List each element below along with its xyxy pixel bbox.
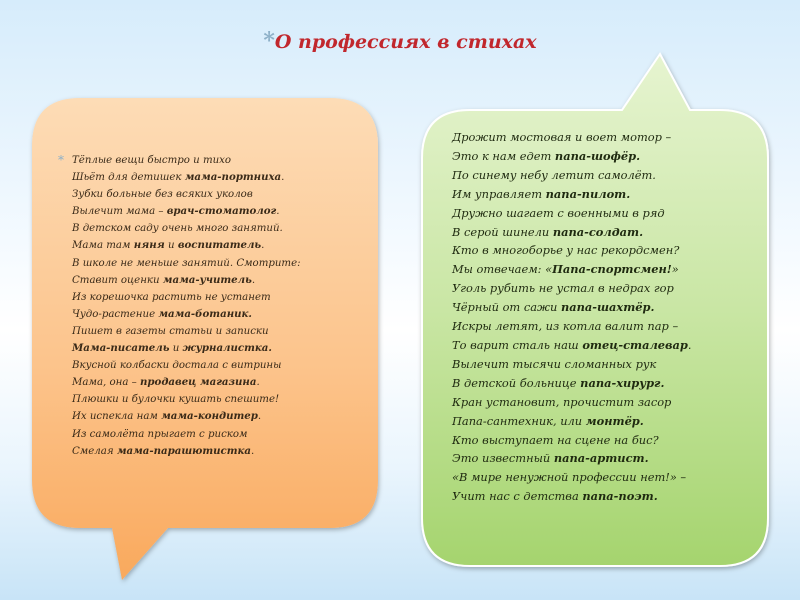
- verse-text: Учит нас с детства: [452, 489, 583, 504]
- profession-name: врач-стоматолог: [166, 205, 277, 218]
- verse-text: .: [257, 411, 262, 423]
- verse-text: .: [281, 172, 285, 184]
- verse-text: Мама, она –: [72, 377, 140, 389]
- right-poem-line: [452, 393, 692, 412]
- right-poem-line: [452, 449, 692, 468]
- verse-text: Это к нам едет: [452, 148, 555, 163]
- right-poem-line: [452, 336, 692, 355]
- profession-name: мама-парашютистка: [116, 444, 252, 457]
- verse-text: Ставит оценки: [72, 274, 163, 286]
- left-poem-line: [72, 357, 301, 374]
- right-poem-line: [452, 317, 692, 336]
- left-poem-lines: [58, 152, 301, 460]
- verse-text: То варит сталь наш: [452, 337, 583, 352]
- verse-text: В детском саду очень много занятий.: [72, 223, 283, 235]
- right-poem-lines: [452, 128, 692, 506]
- right-poem-line: [452, 260, 692, 279]
- profession-name: воспитатель: [177, 239, 262, 252]
- verse-text: Мама там: [72, 240, 134, 252]
- right-poem-line: [452, 279, 692, 298]
- right-poem-line: [452, 166, 692, 185]
- verse-text: Мы отвечаем: «: [452, 262, 553, 277]
- profession-name: папа-поэт.: [582, 489, 658, 504]
- verse-text: Дрожит мостовая и воет мотор –: [452, 130, 672, 144]
- verse-text: .: [251, 274, 256, 286]
- left-poem-line: [72, 408, 301, 425]
- profession-name: мама-ботаник.: [158, 307, 252, 320]
- verse-text: Чудо-растение: [72, 308, 159, 320]
- verse-text: .: [251, 445, 255, 457]
- verse-text: «В мире ненужной профессии нет!» –: [452, 470, 687, 485]
- verse-text: .: [261, 240, 265, 252]
- left-poem-line: [72, 272, 301, 289]
- left-poem-line: [72, 169, 301, 186]
- left-poem-line: [72, 374, 301, 391]
- right-poem-line: [452, 431, 692, 450]
- verse-text: Это известный: [452, 451, 554, 466]
- right-poem-line: [452, 468, 692, 487]
- verse-text: Кто в многоборье у нас рекордсмен?: [452, 243, 680, 258]
- verse-text: Вкусной колбаски достала с витрины: [72, 360, 282, 372]
- right-poem-line: [452, 298, 692, 317]
- verse-text: Дружно шагает с военными в ряд: [452, 205, 665, 220]
- profession-name: журналистка.: [182, 342, 272, 355]
- verse-text: Им управляет: [452, 186, 546, 201]
- profession-name: папа-хирург.: [580, 375, 665, 390]
- verse-text: В серой шинели: [452, 224, 553, 239]
- right-poem-line: [452, 412, 692, 431]
- right-poem-line: [452, 147, 692, 166]
- verse-text: Тёплые вещи быстро и тихо: [72, 155, 232, 166]
- verse-text: Уголь рубить не устал в недрах гор: [452, 281, 674, 296]
- left-poem-line: [72, 237, 301, 254]
- verse-text: Чёрный от сажи: [452, 300, 561, 315]
- verse-text: Вылечит мама –: [72, 206, 167, 218]
- verse-text: и: [169, 343, 183, 355]
- verse-text: Пишет в газеты статьи и записки: [72, 325, 269, 337]
- left-poem-bullet: *: [58, 153, 64, 167]
- left-poem-line: [72, 426, 301, 443]
- verse-text: Вылечит тысячи сломанных рук: [452, 356, 657, 371]
- title-text: О профессиях в стихах: [274, 31, 537, 53]
- verse-text: Зубки больные без всяких уколов: [72, 189, 253, 201]
- verse-text: Из самолёта прыгает с риском: [72, 428, 248, 440]
- left-poem-line: [72, 306, 301, 323]
- left-poem-line: [72, 186, 301, 203]
- left-poem-line: [72, 391, 301, 408]
- verse-text: Папа-сантехник, или: [452, 413, 586, 428]
- left-poem-line: [72, 340, 301, 357]
- right-poem: [452, 128, 692, 506]
- verse-text: В школе не меньше занятий. Смотрите:: [72, 257, 301, 269]
- left-poem-line: [72, 443, 301, 460]
- verse-text: Из корешочка растить не устанет: [72, 291, 271, 303]
- profession-name: монтёр.: [585, 413, 644, 428]
- profession-name: папа-артист.: [553, 451, 649, 466]
- right-poem-line: [452, 374, 692, 393]
- profession-name: отец-сталевар: [582, 337, 688, 352]
- left-poem-line: [72, 220, 301, 237]
- profession-name: папа-шахтёр.: [560, 300, 655, 315]
- verse-text: »: [671, 262, 679, 277]
- right-poem-line: [452, 355, 692, 374]
- verse-text: По синему небу летит самолёт.: [452, 167, 656, 182]
- profession-name: няня: [133, 239, 165, 252]
- verse-text: .: [687, 337, 692, 352]
- profession-name: папа-пилот.: [545, 186, 631, 201]
- verse-text: и: [164, 240, 178, 252]
- verse-text: Смелая: [72, 445, 117, 457]
- left-poem: [58, 152, 301, 460]
- profession-name: Мама-писатель: [72, 342, 170, 355]
- profession-name: Папа-спортсмен!: [552, 262, 672, 277]
- verse-text: .: [276, 206, 280, 218]
- right-poem-line: [452, 487, 692, 506]
- left-poem-line: [72, 255, 301, 272]
- profession-name: папа-солдат.: [552, 224, 644, 239]
- title-star-bullet: *: [263, 28, 275, 54]
- verse-text: Кран установит, прочистит засор: [452, 394, 672, 409]
- verse-text: Их испекла нам: [72, 411, 162, 423]
- right-poem-line: [452, 241, 692, 260]
- verse-text: .: [256, 377, 260, 389]
- profession-name: папа-шофёр.: [554, 148, 641, 163]
- profession-name: мама-кондитер: [161, 410, 258, 423]
- right-poem-line: [452, 204, 692, 223]
- verse-text: Плюшки и булочки кушать спешите!: [72, 394, 280, 406]
- profession-name: продавец магазина: [140, 376, 257, 389]
- verse-text: Кто выступает на сцене на бис?: [452, 432, 659, 447]
- profession-name: мама-портниха: [184, 171, 282, 184]
- verse-text: Искры летят, из котла валит пар –: [452, 319, 679, 334]
- left-poem-line: [72, 152, 301, 169]
- left-poem-line: [72, 323, 301, 340]
- left-poem-line: [72, 289, 301, 306]
- right-poem-line: [452, 223, 692, 242]
- right-poem-line: [452, 185, 692, 204]
- verse-text: Шьёт для детишек: [72, 172, 185, 184]
- verse-text: В детской больнице: [452, 375, 581, 390]
- right-poem-line: [452, 128, 692, 147]
- profession-name: мама-учитель: [162, 273, 252, 286]
- left-poem-line: [72, 203, 301, 220]
